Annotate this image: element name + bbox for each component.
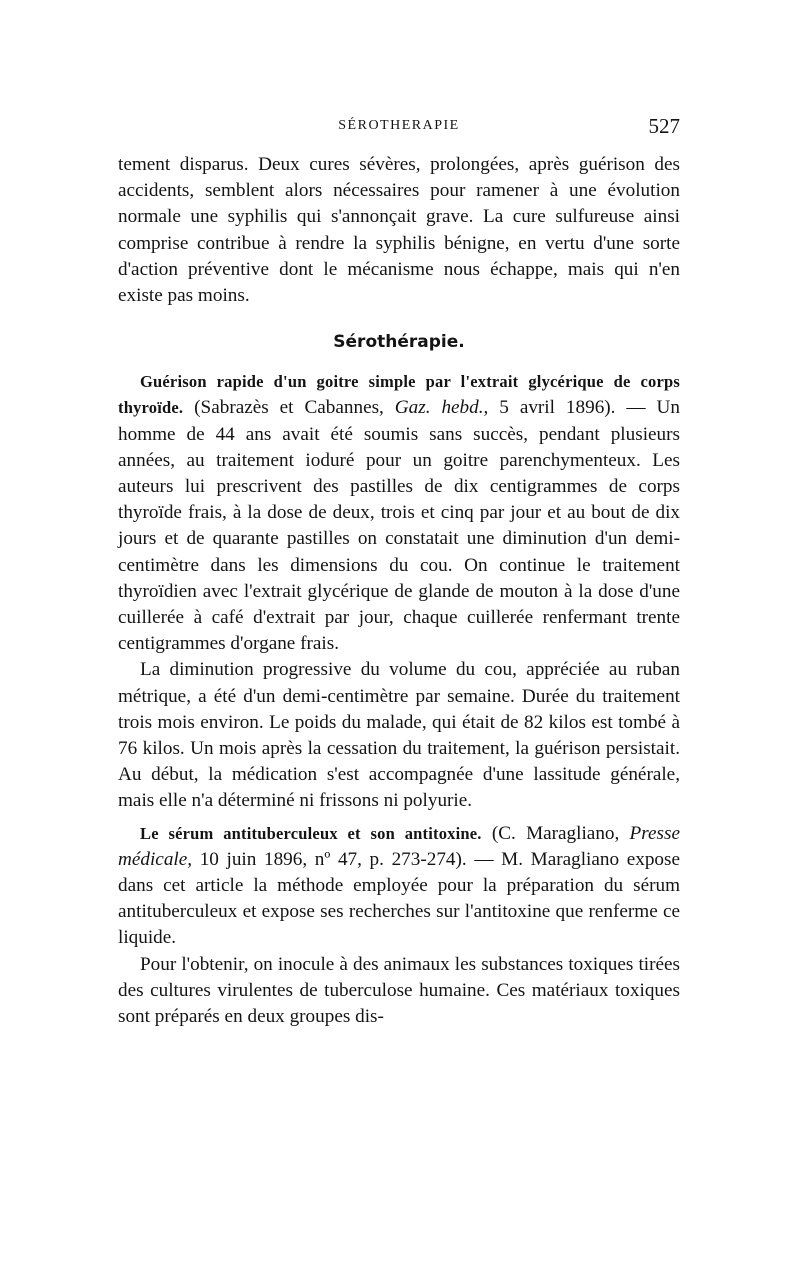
- paragraph-preparation: Pour l'obtenir, on inocule à des animaux les substances toxiques tirées des cultures virulentes de tuberculose humaine. Ces matériaux toxiques sont préparés en deux groupes dis-: [118, 953, 680, 1028]
- page-number: 527: [648, 114, 680, 138]
- paragraph-results: La diminution progressive du volume du cou, appréciée au ruban métrique, a été d'un demi-centimètre par semaine. Durée du traitement trois mois environ. Le poids du malade, qui était de 82 kilos est tombé à 76 kilos. Un mois après la cessation du traitement, la guérison persistait. Au début, la médication s'est accompagnée d'une lassitude générale, mais elle n'a déterminé ni frissons ni polyurie.: [118, 659, 680, 812]
- journal-name: Gaz. hebd.: [394, 397, 484, 419]
- paragraph-continuation: tement disparus. Deux cures sévères, prolongées, après guérison des accidents, semblent alors nécessaires pour ramener à une évolution normale une syphilis qui s'annonçait grave. La cure sulfureuse ainsi comprise contribue à rendre la syphilis bénigne, en vertu d'une sorte d'action préventive dont le mécanisme nous échappe, mais qui n'en existe pas moins.: [118, 154, 680, 307]
- paragraph-text: 10 juin 1896, nº 47, p. 273-274). — M. Maragliano expose dans cet article la méthode employée pour la préparation du sérum antituberculeux et expose ses recherches sur l'antitoxine que renferme ce liquide.: [118, 848, 680, 949]
- body-text: [118, 152, 680, 1030]
- page-header: [118, 114, 680, 144]
- reference-open: (Sabrazès et Cabannes,: [183, 397, 395, 419]
- running-title: SÉROTHERAPIE: [338, 118, 460, 133]
- article-title-goitre: Guérison rapide d'un goitre simple par l'extrait glycérique de corps thyroïde.: [118, 372, 680, 418]
- reference-open: (C. Maragliano,: [481, 822, 630, 844]
- section-heading: Sérothérapie.: [333, 332, 465, 353]
- journal-name: Presse médicale,: [118, 822, 680, 870]
- paragraph-text: , 5 avril 1896). — Un homme de 44 ans avait été soumis sans succès, pendant plusieurs années, au traitement ioduré pour un goitre parenchymenteux. Les auteurs lui prescrivent des pastilles de dix centigrammes de corps thyroïde frais, à la dose de deux, trois et cinq par jour et au bout de dix jours et de quarante pastilles on constatait une diminution d'un demi-centimètre dans les dimensions du cou. On continue le traitement thyroïdien avec l'extrait glycérique de glande de mouton à la dose d'une cuillerée à café d'extrait par jour, chaque cuillerée renfermant trente centigrammes d'organe frais.: [118, 397, 680, 655]
- paragraph-goitre: [118, 369, 680, 657]
- paragraph-serum: [118, 821, 680, 952]
- article-title-serum: Le sérum antituberculeux et son antitoxine.: [140, 823, 482, 843]
